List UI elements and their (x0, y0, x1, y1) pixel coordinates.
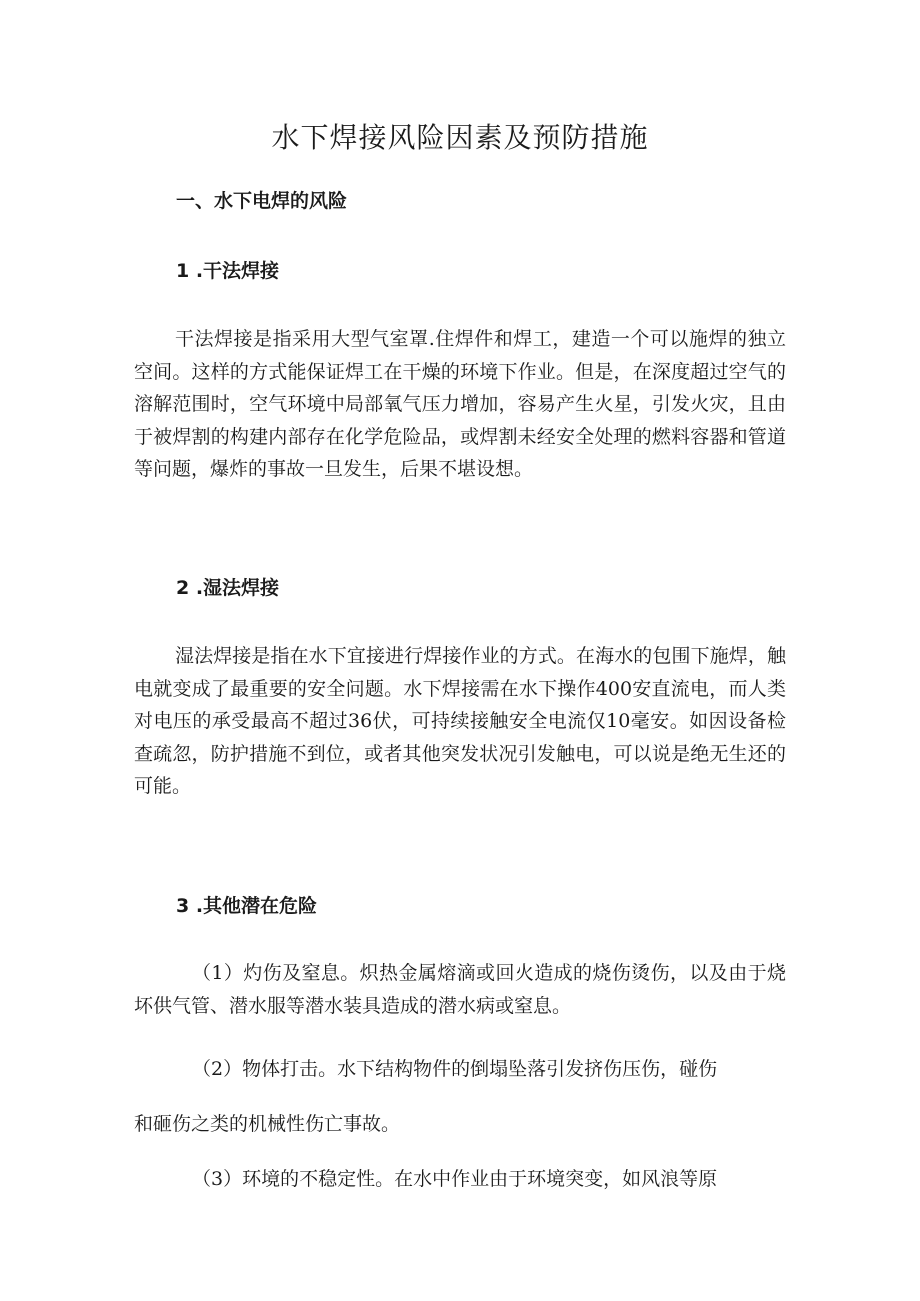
paragraph-environment-instability: （3）环境的不稳定性。在水中作业由于环境突变，如风浪等原 (192, 1168, 718, 1190)
paragraph-wet-welding: 湿法焊接是指在水下宜接进行焊接作业的方式。在海水的包围下施焊，触电就变成了最重要的安全问题。水下焊接需在水下操作400安直流电，而人类对电压的承受最高不超过36伏，可持续接触安全电流仅10毫安。如因设备检查疏忽，防护措施不到位，或者其他突发状况引发触电，可以说是绝无生还的可能。 (134, 645, 786, 797)
heading-other-hazards: 3 .其他潜在危险 (176, 895, 318, 917)
heading-wet-welding: 2 .湿法焊接 (176, 577, 280, 599)
document-title: 水下焊接风险因素及预防措施 (271, 121, 649, 154)
paragraph-object-strike-line2: 和砸伤之类的机械性伤亡事故。 (134, 1113, 401, 1135)
section-heading-risks: 一、水下电焊的风险 (176, 190, 348, 212)
paragraph-object-strike-line1: （2）物体打击。水下结构物件的倒塌坠落引发挤伤压伤，碰伤 (192, 1058, 718, 1080)
paragraph-burns-suffocation: （1）灼伤及窒息。炽热金属熔滴或回火造成的烧伤烫伤，以及由于烧坏供气管、潜水服等潜水装具造成的潜水病或窒息。 (134, 962, 786, 1017)
paragraph-dry-welding: 干法焊接是指采用大型气室罩.住焊件和焊工，建造一个可以施焊的独立空间。这样的方式能保证焊工在干燥的环境下作业。但是，在深度超过空气的溶解范围时，空气环境中局部氧气压力增加，容易产生火星，引发火灾，且由于被焊割的构建内部存在化学危险品，或焊割未经安全处理的燃料容器和管道等问题，爆炸的事故一旦发生，后果不堪设想。 (134, 328, 786, 480)
heading-dry-welding: 1 .干法焊接 (176, 260, 280, 282)
